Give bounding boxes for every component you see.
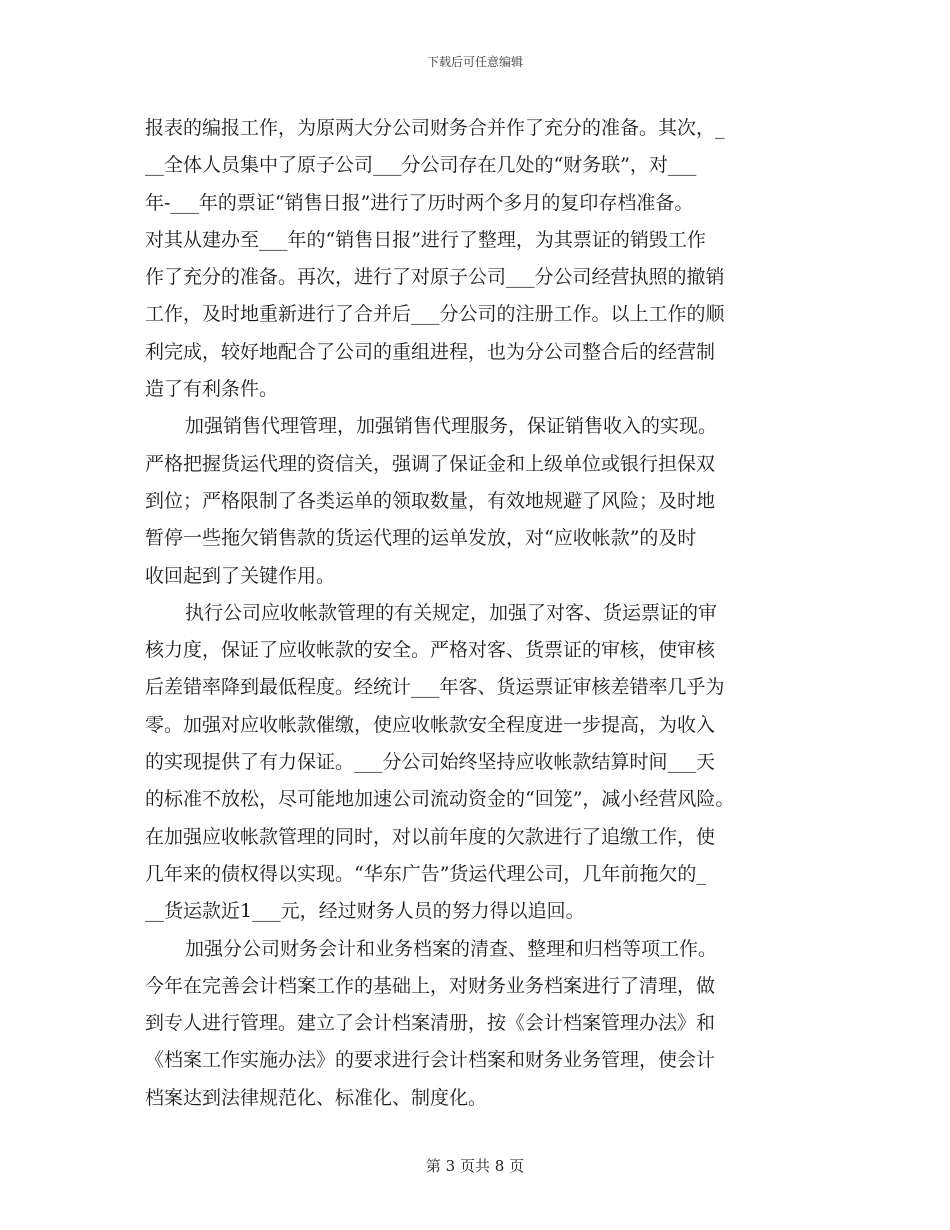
text-line: 《档案工作实施办法》的要求进行会计档案和财务业务管理，使会计	[145, 1049, 716, 1072]
text-line: 加强销售代理管理，加强销售代理服务，保证销售收入的实现。	[185, 415, 718, 438]
text-line: __货运款近1___元，经过财务人员的努力得以追回。	[145, 900, 585, 923]
text-line: 今年在完善会计档案工作的基础上，对财务业务档案进行了清理，做	[145, 974, 716, 997]
text-line: 到位；严格限制了各类运单的领取数量，有效地规避了风险；及时地	[145, 489, 716, 512]
text-line: 作了充分的准备。再次，进行了对原子公司___分公司经营执照的撤销	[145, 266, 725, 289]
text-line: 严格把握货运代理的资信关，强调了保证金和上级单位或银行担保双	[145, 452, 716, 475]
text-line: 零。加强对应收帐款催缴，使应收帐款安全程度进一步提高，为收入	[145, 713, 716, 736]
text-line: __全体人员集中了原子公司___分公司存在几处的“财务联”，对___	[145, 154, 697, 177]
text-line: 工作，及时地重新进行了合并后___分公司的注册工作。以上工作的顺	[145, 303, 725, 326]
text-line: 的标准不放松，尽可能地加速公司流动资金的“回笼”，减小经营风险。	[145, 788, 735, 811]
page-header: 下载后可任意编辑	[426, 55, 523, 69]
text-line: 执行公司应收帐款管理的有关规定，加强了对客、货运票证的审	[185, 601, 718, 624]
text-line: 对其从建办至___年的“销售日报”进行了整理，为其票证的销毁工作	[145, 228, 706, 251]
text-line: 年-___年的票证“销售日报”进行了历时两个多月的复印存档准备。	[145, 191, 694, 214]
text-line: 加强分公司财务会计和业务档案的清查、整理和归档等项工作。	[185, 937, 718, 960]
text-line: 利完成，较好地配合了公司的重组进程，也为分公司整合后的经营制	[145, 340, 716, 363]
text-line: 报表的编报工作，为原两大分公司财务合并作了充分的准备。其次，_	[145, 117, 725, 139]
text-line: 档案达到法律规范化、标准化、制度化。	[145, 1086, 488, 1109]
text-line: 几年来的债权得以实现。“华东广告”货运代理公司，几年前拖欠的_	[145, 862, 706, 885]
paragraph-3	[145, 595, 825, 931]
text-line: 在加强应收帐款管理的同时，对以前年度的欠款进行了追缴工作，使	[145, 825, 716, 848]
page-number-footer: 第 3 页共 8 页	[425, 1157, 525, 1175]
document-body	[145, 110, 825, 1117]
paragraph-4	[145, 931, 825, 1117]
text-line: 造了有利条件。	[145, 378, 279, 401]
text-line: 的实现提供了有力保证。___分公司始终坚持应收帐款结算时间___天	[145, 751, 716, 774]
paragraph-1	[145, 110, 825, 408]
paragraph-2	[145, 408, 825, 594]
text-line: 后差错率降到最低程度。经统计___年客、货运票证审核差错率几乎为	[145, 676, 725, 699]
text-line: 到专人进行管理。建立了会计档案清册，按《会计档案管理办法》和	[145, 1012, 716, 1035]
text-line: 收回起到了关键作用。	[145, 564, 336, 587]
text-line: 核力度，保证了应收帐款的安全。严格对客、货票证的审核，使审核	[145, 639, 716, 662]
text-line: 暂停一些拖欠销售款的货运代理的运单发放，对“应收帐款”的及时	[145, 527, 697, 550]
